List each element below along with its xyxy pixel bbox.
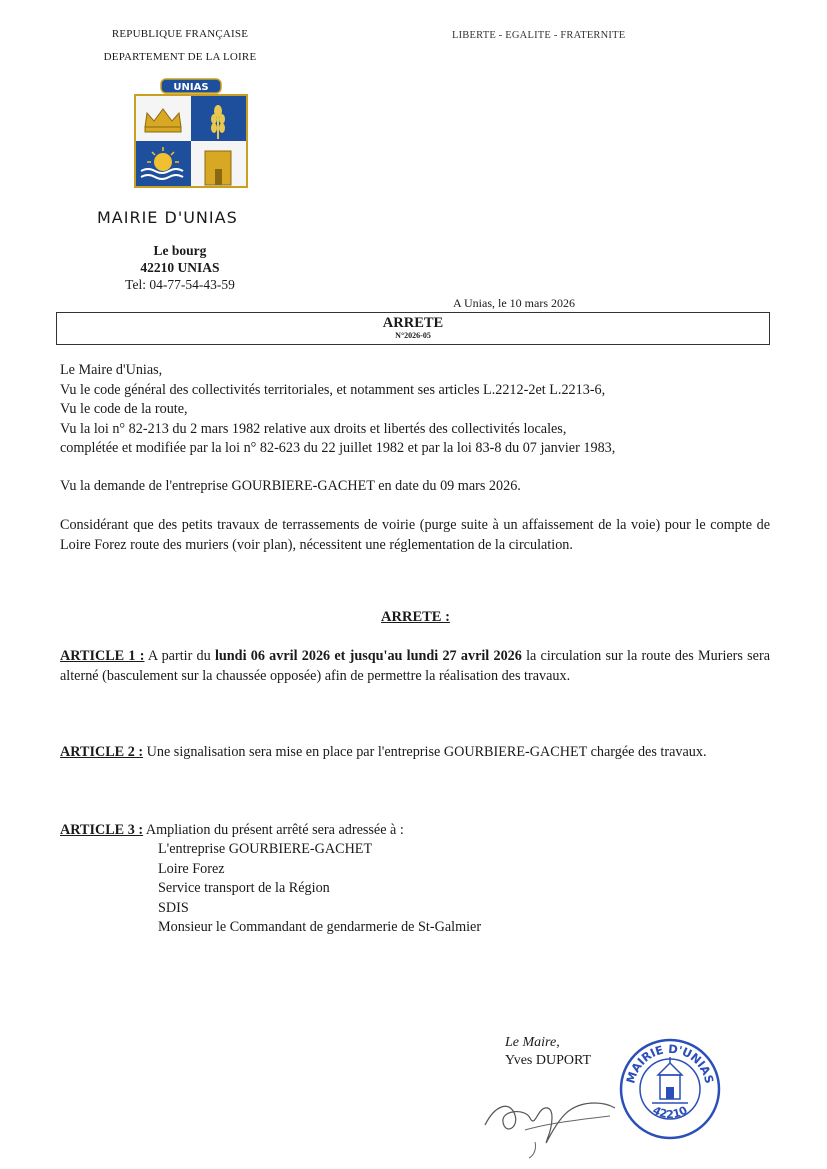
recipient-item: SDIS	[158, 899, 189, 916]
article-1-pre: A partir du	[144, 648, 215, 664]
crest-banner-text: UNIAS	[173, 82, 209, 93]
preamble-line: Vu la loi n° 82-213 du 2 mars 1982 relative aux droits et libertés des collectivités locales,	[60, 420, 567, 437]
arrete-number: N°2026-05	[395, 331, 431, 340]
article-2-label: ARTICLE 2 :	[60, 744, 144, 760]
republic-label: REPUBLIQUE FRANÇAISE	[111, 28, 249, 40]
article-3	[60, 821, 770, 841]
mairie-name: MAIRIE D'UNIAS	[97, 208, 238, 227]
handwritten-signature	[475, 1080, 625, 1160]
article-3-text: Ampliation du présent arrêté sera adressée à :	[143, 822, 404, 838]
preamble	[60, 361, 770, 459]
address-line-2: 42210 UNIAS	[140, 260, 220, 275]
article-1	[60, 647, 770, 686]
motto: LIBERTE - EGALITE - FRATERNITE	[452, 30, 626, 41]
article-2-text: Une signalisation sera mise en place par l'entreprise GOURBIERE-GACHET chargée des travaux.	[143, 744, 707, 760]
recipient-item: Monsieur le Commandant de gendarmerie de St-Galmier	[158, 919, 482, 936]
department-label: DEPARTEMENT DE LA LOIRE	[103, 51, 257, 63]
arrete-title-box	[56, 312, 770, 345]
considering-paragraph: Considérant que des petits travaux de terrassements de voirie (purge suite à un affaissement de la voie) pour le compte de Loire Forez route des muriers (voir plan), nécessitent une réglementation de la circulation.	[60, 517, 770, 553]
decree-heading: ARRETE :	[381, 609, 450, 625]
recipients-list	[158, 840, 481, 938]
phone-number: Tel: 04-77-54-43-59	[125, 277, 235, 292]
preamble-line: complétée et modifiée par la loi n° 82-623 du 22 juillet 1982 et par la loi 83-8 du 07 janvier 1983,	[60, 440, 616, 456]
preamble-line: Vu le code général des collectivités territoriales, et notamment ses articles L.2212-2et L.2213-6,	[60, 381, 606, 398]
recipient-item: Service transport de la Région	[158, 880, 330, 897]
preamble-line: Vu le code de la route,	[60, 401, 188, 417]
stamp-top-text: MAIRIE D'UNIAS	[623, 1041, 717, 1085]
signature-role: Le Maire,	[505, 1035, 560, 1050]
stamp-bottom-text: 42210	[650, 1103, 690, 1121]
request-paragraph: Vu la demande de l'entreprise GOURBIERE-GACHET en date du 09 mars 2026.	[60, 478, 521, 494]
arrete-title: ARRETE	[382, 315, 444, 331]
article-1-dates: lundi 06 avril 2026 et jusqu'au lundi 27 avril 2026	[214, 648, 522, 664]
address-line-1: Le bourg	[153, 243, 207, 258]
article-3-label: ARTICLE 3 :	[60, 822, 144, 838]
official-stamp	[618, 1037, 722, 1141]
signature-name: Yves DUPORT	[505, 1053, 592, 1068]
preamble-line: Le Maire d'Unias,	[60, 362, 163, 378]
article-2	[60, 743, 770, 763]
article-1-text: la circulation sur la route des Muriers sera alterné (basculement sur la chaussée opposée) afin de permettre la réalisation des travaux.	[60, 648, 770, 684]
recipient-item: L'entreprise GOURBIERE-GACHET	[158, 841, 373, 857]
article-1-label: ARTICLE 1 :	[60, 648, 145, 664]
svg-text:42210	[650, 1103, 689, 1120]
place-date: A Unias, le 10 mars 2026	[453, 296, 575, 310]
recipient-item: Loire Forez	[158, 860, 225, 877]
municipal-crest-logo	[133, 77, 249, 191]
